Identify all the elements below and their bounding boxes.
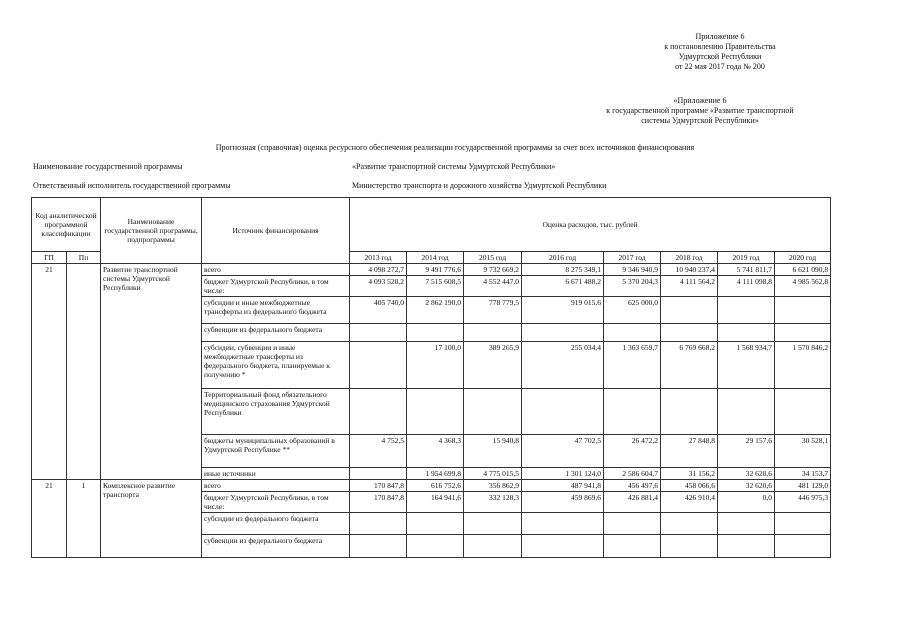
appendix-header	[600, 32, 840, 72]
year-header: 2017 год	[604, 252, 661, 264]
year-header: 2015 год	[464, 252, 522, 264]
value-cell: 1 363 659,7	[604, 342, 661, 389]
value-cell: 9 491 776,6	[407, 264, 464, 276]
executor-label: Ответственный исполнитель государственной программы	[33, 181, 231, 190]
value-cell: 487 941,8	[522, 480, 604, 492]
table-row	[32, 480, 831, 492]
source-cell: субсидии и иные межбюджетные трансферты из федерального бюджета	[202, 297, 350, 324]
value-cell	[407, 389, 464, 435]
value-cell	[522, 389, 604, 435]
source-cell: иные источники	[202, 468, 350, 480]
value-cell	[604, 535, 661, 558]
value-cell: 446 975,3	[775, 492, 831, 513]
value-cell: 32 620,6	[718, 480, 775, 492]
year-header: 2014 год	[407, 252, 464, 264]
value-cell	[464, 324, 522, 342]
value-cell: 170 847,8	[350, 480, 407, 492]
value-cell	[350, 468, 407, 480]
value-cell	[350, 513, 407, 535]
value-cell	[464, 389, 522, 435]
appendix-line: Удмуртской Республики	[678, 52, 762, 61]
appendix-line: к государственной программе «Развитие транспортной	[606, 106, 794, 115]
year-header: 2019 год	[718, 252, 775, 264]
value-cell	[604, 513, 661, 535]
program-name-cell: Комплексное развитие транспорта	[101, 480, 202, 558]
gp-code-cell: 21	[32, 264, 67, 480]
value-cell: 2 862 190,0	[407, 297, 464, 324]
source-cell: субвенции из федерального бюджета	[202, 535, 350, 558]
document-title: Прогнозная (справочная) оценка ресурсного обеспечения реализации государственной программы за счет всех источников финансирования	[215, 143, 695, 152]
value-cell: 6 769 668,2	[661, 342, 718, 389]
value-cell: 919 015,6	[522, 297, 604, 324]
year-header: 2018 год	[661, 252, 718, 264]
value-cell: 1 570 846,2	[775, 342, 831, 389]
value-cell	[604, 324, 661, 342]
header-source: Источник финансирования	[202, 198, 350, 264]
value-cell	[775, 324, 831, 342]
source-cell: всего	[202, 480, 350, 492]
value-cell: 17 100,0	[407, 342, 464, 389]
value-cell: 15 940,8	[464, 435, 522, 468]
value-cell: 426 881,4	[604, 492, 661, 513]
value-cell: 4 111 098,8	[718, 276, 775, 297]
value-cell	[718, 513, 775, 535]
value-cell: 4 985 562,8	[775, 276, 831, 297]
appendix-line: Приложение 6	[695, 32, 745, 41]
value-cell: 4 093 520,2	[350, 276, 407, 297]
source-cell: бюджет Удмуртской Республики, в том числе:	[202, 492, 350, 513]
value-cell	[775, 513, 831, 535]
program-value: «Развитие транспортной системы Удмуртской Республики»	[352, 162, 556, 171]
value-cell: 255 034,4	[522, 342, 604, 389]
appendix-line: «Приложение 6	[673, 96, 727, 105]
appendix-line: от 22 мая 2017 года № 200	[675, 62, 765, 71]
source-cell: бюджеты муниципальных образований в Удмуртской Республике **	[202, 435, 350, 468]
value-cell: 26 472,2	[604, 435, 661, 468]
value-cell: 34 153,7	[775, 468, 831, 480]
header-gp: ГП	[32, 252, 67, 264]
value-cell: 32 620,6	[718, 468, 775, 480]
value-cell: 456 497,6	[604, 480, 661, 492]
source-cell: субвенции из федерального бюджета	[202, 324, 350, 342]
value-cell	[464, 535, 522, 558]
value-cell: 10 940 237,4	[661, 264, 718, 276]
value-cell: 481 129,0	[775, 480, 831, 492]
header-pp: Пп	[67, 252, 101, 264]
value-cell: 9 346 940,9	[604, 264, 661, 276]
year-header: 2016 год	[522, 252, 604, 264]
value-cell	[661, 389, 718, 435]
gp-code-cell: 21	[32, 480, 67, 558]
value-cell: 778 779,5	[464, 297, 522, 324]
program-label: Наименование государственной программы	[33, 162, 183, 171]
header-estimate: Оценка расходов, тыс. рублей	[350, 198, 831, 252]
value-cell	[718, 297, 775, 324]
value-cell	[775, 535, 831, 558]
appendix-line: системы Удмуртской Республики»	[641, 116, 759, 125]
value-cell	[350, 535, 407, 558]
source-cell: бюджет Удмуртской Республики, в том числе:	[202, 276, 350, 297]
value-cell	[718, 535, 775, 558]
header-name: Наименование государственной программы, подпрограммы	[101, 198, 202, 264]
header-code: Код аналитической программной классификации	[32, 198, 101, 252]
appendix-line: к постановлению Правительства	[664, 42, 776, 51]
value-cell	[775, 389, 831, 435]
value-cell: 356 862,9	[464, 480, 522, 492]
value-cell	[661, 513, 718, 535]
table-header-row	[32, 198, 831, 252]
value-cell	[407, 513, 464, 535]
value-cell: 1 954 699,8	[407, 468, 464, 480]
value-cell	[522, 535, 604, 558]
value-cell: 30 528,1	[775, 435, 831, 468]
program-appendix-header	[575, 96, 825, 126]
financing-table	[31, 197, 831, 558]
value-cell: 6 671 488,2	[522, 276, 604, 297]
value-cell: 9 732 669,2	[464, 264, 522, 276]
pp-code-cell: 1	[67, 480, 101, 558]
value-cell: 4 552 447,0	[464, 276, 522, 297]
value-cell: 4 111 564,2	[661, 276, 718, 297]
value-cell: 6 621 090,8	[775, 264, 831, 276]
value-cell	[350, 389, 407, 435]
value-cell: 458 066,6	[661, 480, 718, 492]
value-cell: 5 370 204,3	[604, 276, 661, 297]
value-cell: 31 156,2	[661, 468, 718, 480]
value-cell: 4 775 015,5	[464, 468, 522, 480]
program-name-cell: Развитие транспортной системы Удмуртской Республики	[101, 264, 202, 480]
value-cell: 0,0	[718, 492, 775, 513]
value-cell: 332 128,3	[464, 492, 522, 513]
value-cell	[350, 342, 407, 389]
value-cell: 8 275 349,1	[522, 264, 604, 276]
executor-value: Министерство транспорта и дорожного хозяйства Удмуртской Республики	[352, 181, 607, 190]
value-cell	[407, 535, 464, 558]
value-cell	[661, 535, 718, 558]
source-cell: субсидии из федерального бюджета	[202, 513, 350, 535]
value-cell	[661, 324, 718, 342]
value-cell: 170 847,8	[350, 492, 407, 513]
value-cell: 1 568 934,7	[718, 342, 775, 389]
value-cell: 47 702,5	[522, 435, 604, 468]
value-cell	[718, 324, 775, 342]
value-cell: 2 586 604,7	[604, 468, 661, 480]
value-cell: 29 157,6	[718, 435, 775, 468]
value-cell	[604, 389, 661, 435]
value-cell: 164 941,6	[407, 492, 464, 513]
value-cell	[718, 389, 775, 435]
value-cell	[522, 513, 604, 535]
value-cell	[775, 297, 831, 324]
value-cell: 625 000,0	[604, 297, 661, 324]
value-cell: 405 740,0	[350, 297, 407, 324]
table-row	[32, 264, 831, 276]
pp-code-cell	[67, 264, 101, 480]
source-cell: Территориальный фонд обязательного медицинского страхования Удмуртской Республики	[202, 389, 350, 435]
value-cell: 389 265,9	[464, 342, 522, 389]
value-cell: 27 848,8	[661, 435, 718, 468]
value-cell: 616 752,6	[407, 480, 464, 492]
value-cell: 5 741 811,7	[718, 264, 775, 276]
value-cell: 1 301 124,0	[522, 468, 604, 480]
value-cell: 7 515 608,5	[407, 276, 464, 297]
source-cell: субсидии, субвенции и иные межбюджетные трансферты из федерального бюджета, планируемые к получению *	[202, 342, 350, 389]
value-cell	[661, 297, 718, 324]
value-cell	[522, 324, 604, 342]
value-cell	[464, 513, 522, 535]
value-cell: 4 752,5	[350, 435, 407, 468]
value-cell	[350, 324, 407, 342]
value-cell: 4 098 272,7	[350, 264, 407, 276]
year-header: 2013 год	[350, 252, 407, 264]
value-cell: 426 910,4	[661, 492, 718, 513]
value-cell: 4 368,3	[407, 435, 464, 468]
value-cell	[407, 324, 464, 342]
source-cell: всего	[202, 264, 350, 276]
value-cell: 459 869,6	[522, 492, 604, 513]
year-header: 2020 год	[775, 252, 831, 264]
